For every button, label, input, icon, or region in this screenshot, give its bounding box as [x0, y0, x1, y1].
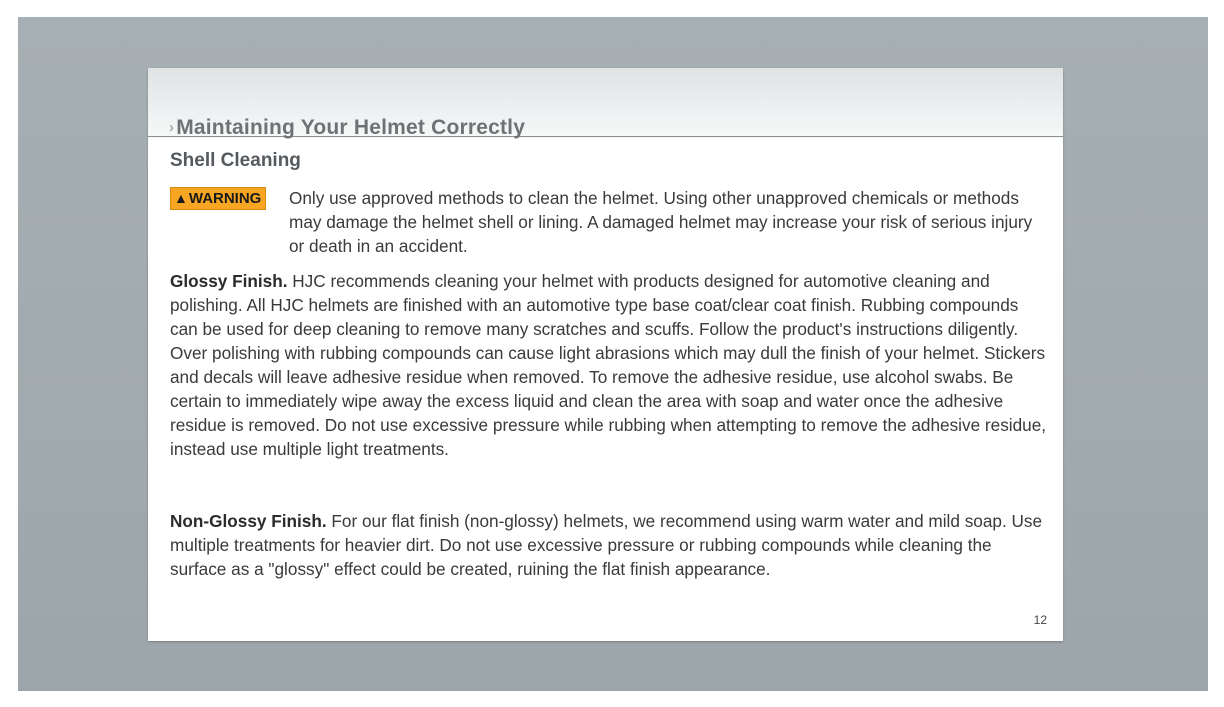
glossy-finish-heading: Glossy Finish.: [170, 271, 288, 291]
section-title: [169, 116, 525, 140]
section-title-text: Maintaining Your Helmet Correctly: [176, 116, 526, 139]
glossy-finish-text: HJC recommends cleaning your helmet with products designed for automotive cleaning and polishing. All HJC helmets are finished with an automotive type base coat/clear coat finish. Rubbing compounds can be used for deep cleaning to remove many scratches and scuffs. Follow the product's instructions diligently. Over polishing with rubbing compounds can cause light abrasions which may dull the finish of your helmet. Stickers and decals will leave adhesive residue when removed. To remove the adhesive residue, use alcohol swabs. Be certain to immediately wipe away the excess liquid and clean the area with soap and water once the adhesive residue is removed. Do not use excessive pressure while rubbing when attempting to remove the adhesive residue, instead use multiple light treatments.: [170, 271, 1047, 459]
warning-badge: [170, 187, 266, 210]
non-glossy-finish-heading: Non-Glossy Finish.: [170, 511, 327, 531]
non-glossy-finish-paragraph: [170, 509, 1050, 581]
manual-page: [148, 68, 1063, 641]
glossy-finish-paragraph: [170, 269, 1050, 461]
warning-triangle-icon: ▲: [174, 190, 188, 206]
non-glossy-finish-text: For our flat finish (non-glossy) helmets, we recommend using warm water and mild soap. Use multiple treatments for heavier dirt. Do not use excessive pressure or rubbing compounds while cleaning the surface as a "glossy" effect could be created, ruining the flat finish appearance.: [170, 511, 1043, 579]
subheading: Shell Cleaning: [170, 150, 301, 171]
warning-block: [170, 186, 1050, 258]
warning-text: Only use approved methods to clean the helmet. Using other unapproved chemicals or methods may damage the helmet shell or lining. A damaged helmet may increase your risk of serious injury or death in an accident.: [289, 188, 1033, 256]
warning-label: WARNING: [188, 190, 262, 207]
page-number: 12: [1033, 613, 1047, 627]
chevron-right-icon: ›: [169, 119, 175, 136]
